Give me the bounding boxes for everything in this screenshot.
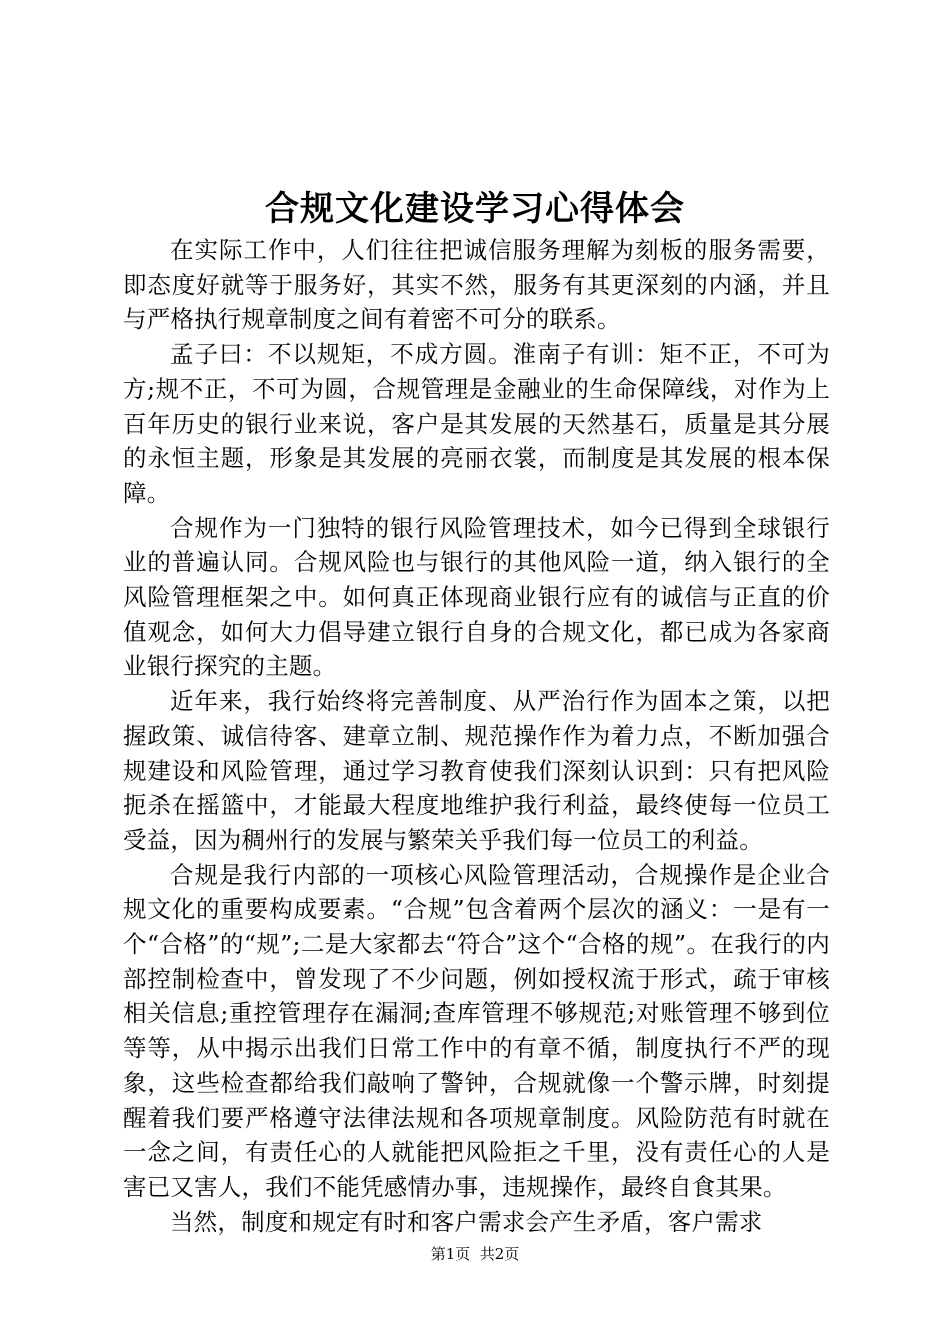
document-body [123, 233, 830, 1239]
document-title: 合规文化建设学习心得体会 [265, 189, 685, 229]
paragraph-6: 当然，制度和规定有时和客户需求会产生矛盾，客户需求 [170, 1207, 763, 1236]
paragraph-1: 在实际工作中，人们往往把诚信服务理解为刻板的服务需要，即态度好就等于服务好，其实不然，服务有其更深刻的内涵，并且与严格执行规章制度之间有着密不可分的联系。 [123, 236, 830, 334]
paragraph-2: 孟子曰：不以规矩，不成方圆。淮南子有训：矩不正，不可为方;规不正，不可为圆，合规管理是金融业的生命保障线，对作为上百年历史的银行业来说，客户是其发展的天然基石，质量是其分展的永恒主题，形象是其发展的亮丽衣裳，而制度是其发展的根本保障。 [123, 340, 830, 507]
paragraph-4: 近年来，我行始终将完善制度、从严治行作为固本之策，以把握政策、诚信待客、建章立制、规范操作作为着力点，不断加强合规建设和风险管理，通过学习教育使我们深刻认识到：只有把风险扼杀在摇篮中，才能最大程度地维护我行利益，最终使每一位员工受益，因为稠州行的发展与繁荣关乎我们每一位员工的利益。 [123, 687, 830, 854]
page-number-footer: 第1页 共2页 [430, 1245, 520, 1263]
paragraph-5: 合规是我行内部的一项核心风险管理活动，合规操作是企业合规文化的重要构成要素。“合规”包含着两个层次的涵义：一是有一个“合格”的“规”;二是大家都去“符合”这个“合格的规”。在我行的内部控制检查中，曾发现了不少问题，例如授权流于形式，疏于审核相关信息;重控管理存在漏洞;查库管理不够规范;对账管理不够到位等等，从中揭示出我们日常工作中的有章不循，制度执行不严的现象，这些检查都给我们敲响了警钟，合规就像一个警示牌，时刻提醒着我们要严格遵守法律法规和各项规章制度。风险防范有时就在一念之间，有责任心的人就能把风险拒之千里，没有责任心的人是害已又害人，我们不能凭感情办事，违规操作，最终自食其果。 [123, 860, 830, 1201]
paragraph-3: 合规作为一门独特的银行风险管理技术，如今已得到全球银行业的普遍认同。合规风险也与银行的其他风险一道，纳入银行的全风险管理框架之中。如何真正体现商业银行应有的诚信与正直的价值观念，如何大力倡导建立银行自身的合规文化，都已成为各家商业银行探究的主题。 [123, 513, 830, 681]
